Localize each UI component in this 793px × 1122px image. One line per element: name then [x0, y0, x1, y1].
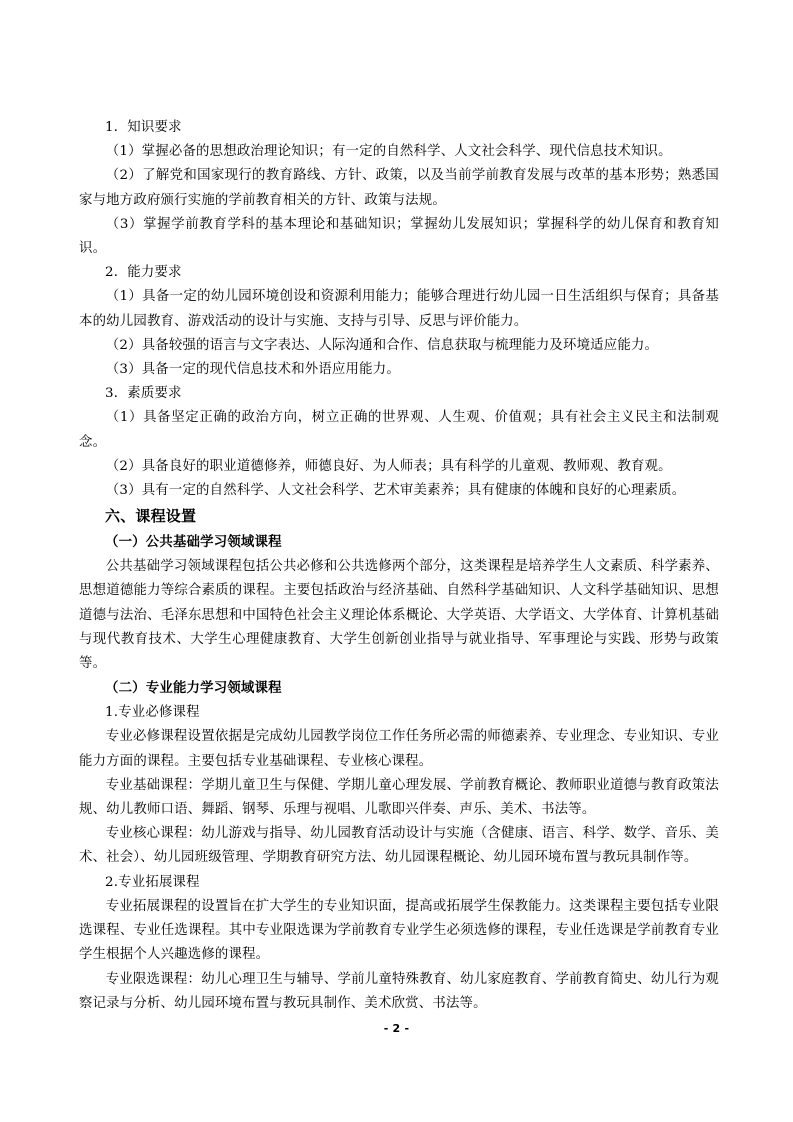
paragraph: （3）具有一定的自然科学、人文社会科学、艺术审美素养；具有健康的体魄和良好的心理素质。	[105, 483, 686, 499]
paragraph: （2）了解党和国家现行的教育路线、方针、政策，以及当前学前教育发展与改革的基本形势；熟悉国家与地方政府颁行实施的学前教育相关的方针、政策与法规。	[79, 168, 719, 208]
paragraph: （3）掌握学前教育学科的基本理论和基础知识；掌握幼儿发展知识；掌握科学的幼儿保育和教育知识。	[79, 216, 719, 257]
paragraph: （2）具备较强的语言与文字表达、人际沟通和合作、信息获取与梳理能力及环境适应能力。	[105, 337, 659, 353]
paragraph: （3）具备一定的现代信息技术和外语应用能力。	[105, 362, 400, 378]
subsection-heading: （一）公共基础学习领域课程	[105, 535, 282, 551]
numbered-heading: 1.专业必修课程	[105, 705, 200, 721]
paragraph: 专业拓展课程的设置旨在扩大学生的专业知识面，提高或拓展学生保教能力。这类课程主要包括专业限选课程、专业任选课程。其中专业限选课为学前教育专业学生必须选修的课程，专业任选课是学前教育专业学生根据个人兴趣选修的课程。	[79, 898, 719, 963]
document-body	[79, 116, 719, 1016]
numbered-heading: 3．素质要求	[105, 386, 182, 402]
paragraph: 专业核心课程：幼儿游戏与指导、幼儿园教育活动设计与实施（含健康、语言、科学、数学、音乐、美术、社会）、幼儿园班级管理、学期教育研究方法、幼儿园课程概论、幼儿园环境布置与教玩具制作等。	[79, 826, 719, 866]
paragraph: （1）掌握必备的思想政治理论知识；有一定的自然科学、人文社会科学、现代信息技术知识。	[105, 144, 672, 160]
section-heading: 六、课程设置	[105, 507, 197, 526]
subsection-heading: （二）专业能力学习领域课程	[105, 681, 282, 697]
paragraph: 专业必修课程设置依据是完成幼儿园教学岗位工作任务所必需的师德素养、专业理念、专业知识、专业能力方面的课程。主要包括专业基础课程、专业核心课程。	[79, 729, 719, 769]
paragraph: 专业限选课程：幼儿心理卫生与辅导、学前儿童特殊教育、幼儿家庭教育、学前教育简史、幼儿行为观察记录与分析、幼儿园环境布置与教玩具制作、美术欣赏、书法等。	[79, 971, 719, 1011]
paragraph: 专业基础课程：学期儿童卫生与保健、学期儿童心理发展、学前教育概论、教师职业道德与教育政策法规、幼儿教师口语、舞蹈、钢琴、乐理与视唱、儿歌即兴伴奏、声乐、美术、书法等。	[79, 777, 719, 818]
paragraph: （1）具备坚定正确的政治方向，树立正确的世界观、人生观、价值观；具有社会主义民主和法制观念。	[79, 410, 719, 450]
page-number: - 2 -	[383, 1022, 410, 1035]
paragraph: （2）具备良好的职业道德修养，师德良好、为人师表；具有科学的儿童观、教师观、教育观。	[105, 458, 672, 474]
numbered-heading: 1．知识要求	[105, 120, 182, 135]
paragraph: （1）具备一定的幼儿园环境创设和资源利用能力；能够合理进行幼儿园一日生活组织与保育；具备基本的幼儿园教育、游戏活动的设计与实施、支持与引导、反思与评价能力。	[79, 289, 719, 329]
paragraph: 公共基础学习领域课程包括公共必修和公共选修两个部分，这类课程是培养学生人文素质、科学素养、思想道德能力等综合素质的课程。主要包括政治与经济基础、自然科学基础知识、人文科学基础知识、思想道德与法治、毛泽东思想和中国特色社会主义理论体系概论、大学英语、大学语文、大学体育、计算机基础与现代教育技术、大学生心理健康教育、大学生创新创业指导与就业指导、军事理论与实践、形势与政策等。	[79, 559, 719, 672]
numbered-heading: 2．能力要求	[105, 265, 182, 281]
numbered-heading: 2.专业拓展课程	[105, 874, 200, 890]
